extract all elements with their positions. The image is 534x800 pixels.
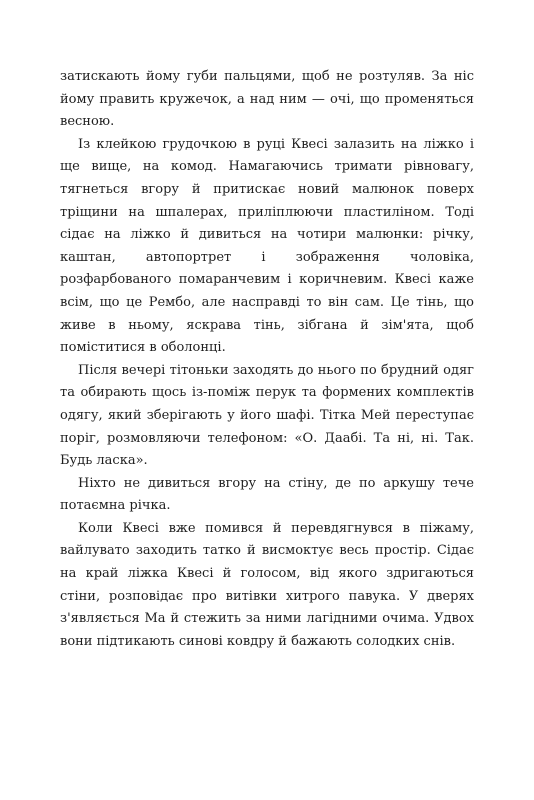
paragraph: Із клейкою грудочкою в руці Квесі залазить на ліжко і ще вище, на комод. Намагаючись тримати рівновагу, тягнеться вгору й притискає новий малюнок поверх тріщини на шпалерах, приліплюючи пластиліном. Тоді сідає на ліжко й дивиться на чотири малюнки: річку, каштан, автопортрет і зображення чоловіка, розфарбованого помаранчевим і коричневим. Квесі каже всім, що це Рембо, але насправді то він сам. Це тінь, що живе в ньому, яскрава тінь, зібгана й зім'ята, щоб поміститися в оболонці. — [60, 136, 474, 356]
paragraph: затискають йому губи пальцями, щоб не розтуляв. За ніс йому править кружечок, а над ним — очі, що променяться весною. — [60, 69, 474, 130]
paragraph: Після вечері тітоньки заходять до нього по брудний одяг та обирають щось із-поміж перук та формених комплектів одягу, який зберігають у його шафі. Тітка Мей переступає поріг, розмовляючи телефоном: «О. Даабі. Та ні, ні. Так. Будь ласка». — [60, 362, 474, 469]
paragraph: Коли Квесі вже помився й перевдягнувся в піжаму, вайлувато заходить татко й висмоктує весь простір. Сідає на край ліжка Квесі й голосом, від якого здригаються стіни, розповідає про витівки хитрого павука. У дверях з'являється Ма й стежить за ними лагідними очима. Удвох вони підтикають синові ковдру й бажають солодких снів. — [60, 520, 474, 649]
paragraph: Ніхто не дивиться вгору на стіну, де по аркушу тече потаємна річка. — [60, 475, 474, 514]
body-text — [60, 66, 474, 653]
